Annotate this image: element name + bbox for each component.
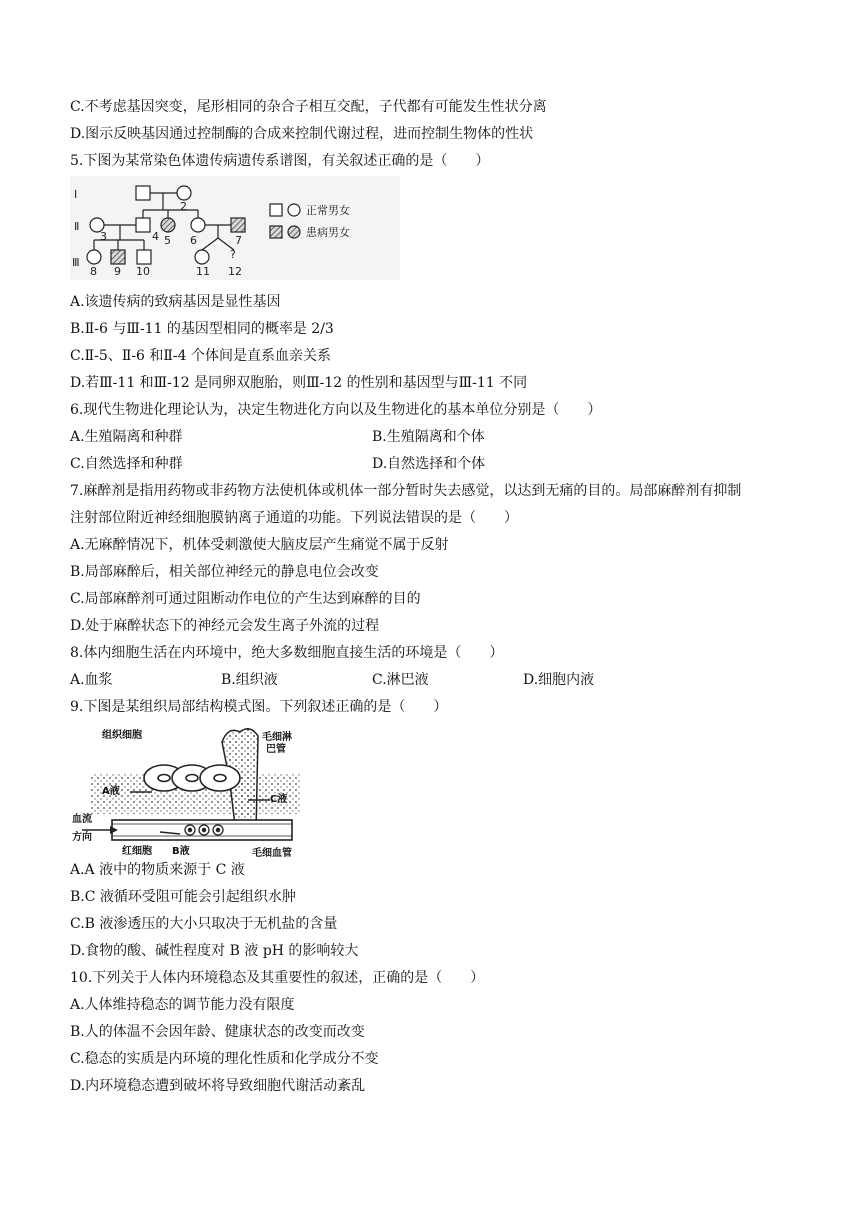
label-individual-7: 7 [235, 234, 242, 247]
a-fluid-label: A液 [102, 786, 120, 797]
q6-option-d: D.自然选择和个体 [372, 456, 486, 472]
generation-3-label: Ⅲ [72, 256, 80, 269]
q8-option-b: B.组织液 [221, 672, 278, 688]
label-individual-3b: 3 [100, 230, 107, 243]
q5-option-b: B.Ⅱ-6 与Ⅲ-11 的基因型相同的概率是 2/3 [70, 321, 334, 337]
q4-option-d: D.图示反映基因通过控制酶的合成来控制代谢过程，进而控制生物体的性状 [70, 126, 534, 142]
q8-option-d: D.细胞内液 [523, 672, 595, 688]
label-individual-2: 2 [180, 200, 187, 213]
q9-option-a: A.A 液中的物质来源于 C 液 [70, 862, 245, 878]
individual-1-normal-male [136, 186, 150, 200]
pedigree-chart [70, 176, 400, 280]
label-individual-6: 6 [190, 234, 197, 247]
individual-11-normal-female [195, 250, 209, 264]
q10-option-b: B.人的体温不会因年龄、健康状态的改变而改变 [70, 1024, 365, 1040]
label-individual-4: 4 [152, 230, 159, 243]
individual-6-normal-female [191, 218, 205, 232]
individual-8-normal-female [87, 250, 101, 264]
blood-capillary-label: 毛细血管 [252, 848, 292, 858]
q7-stem-line1: 7.麻醉剂是指用药物或非药物方法使机体或机体一部分暂时失去感觉，以达到无痛的目的。局部麻醉剂有抑制 [70, 483, 742, 499]
q8-option-c: C.淋巴液 [372, 672, 429, 688]
lymph-capillary-label-1: 毛细淋 [262, 732, 292, 743]
q6-option-a: A.生殖隔离和种群 [70, 429, 183, 445]
q7-option-b: B.局部麻醉后，相关部位神经元的静息电位会改变 [70, 564, 379, 580]
individual-9-affected-male [111, 250, 125, 264]
q8-option-a: A.血浆 [70, 672, 113, 688]
q9-option-d: D.食物的酸、碱性程度对 B 液 pH 的影响较大 [70, 943, 359, 959]
q5-option-d: D.若Ⅲ-11 和Ⅲ-12 是同卵双胞胎，则Ⅲ-12 的性别和基因型与Ⅲ-11 不同 [70, 375, 528, 391]
q10-option-c: C.稳态的实质是内环境的理化性质和化学成分不变 [70, 1051, 379, 1067]
q6-stem: 6.现代生物进化理论认为，决定生物进化方向以及生物进化的基本单位分别是（ ） [70, 402, 602, 418]
red-blood-cell-label: 红细胞 [122, 846, 152, 857]
q9-option-c: C.B 液渗透压的大小只取决于无机盐的含量 [70, 916, 338, 932]
q5-option-c: C.Ⅱ-5、Ⅱ-6 和Ⅱ-4 个体间是直系血亲关系 [70, 348, 332, 364]
generation-2-label: Ⅱ [74, 220, 80, 233]
q10-option-d: D.内环境稳态遭到破坏将导致细胞代谢活动紊乱 [70, 1078, 366, 1094]
legend-affected-female-symbol [288, 226, 300, 238]
individual-5-affected-female [161, 218, 175, 232]
q4-option-c: C.不考虑基因突变，尾形相同的杂合子相互交配，子代都有可能发生性状分离 [70, 99, 547, 115]
individual-2-normal-female [177, 186, 191, 200]
lymph-capillary-label-2: 巴管 [266, 744, 286, 755]
blood-flow-label-1: 血流 [72, 814, 92, 825]
individual-12-unknown: ? [230, 248, 236, 261]
b-fluid-label: B液 [172, 846, 190, 857]
tissue-structure-figure [72, 722, 322, 858]
label-individual-9: 9 [114, 265, 121, 278]
individual-7-affected-male [231, 218, 245, 232]
legend-normal-label: 正常男女 [306, 204, 350, 217]
q9-option-b: B.C 液循环受阻可能会引起组织水肿 [70, 889, 296, 905]
q5-option-a: A.该遗传病的致病基因是显性基因 [70, 294, 281, 310]
label-individual-12: 12 [228, 265, 242, 278]
q9-stem: 9.下图是某组织局部结构模式图。下列叙述正确的是（ ） [70, 699, 448, 715]
q5-stem: 5.下图为某常染色体遗传病遗传系谱图，有关叙述正确的是（ ） [70, 153, 490, 169]
q7-option-d: D.处于麻醉状态下的神经元会发生离子外流的过程 [70, 618, 380, 634]
c-fluid-label: C液 [270, 794, 288, 805]
blood-flow-label-2: 方向 [72, 832, 92, 843]
legend-normal-male-symbol [270, 204, 282, 216]
legend-normal-female-symbol [288, 204, 300, 216]
generation-1-label: Ⅰ [74, 188, 78, 201]
individual-10-normal-male [137, 250, 151, 264]
individual-4-normal-male [136, 218, 150, 232]
tissue-cell-label: 组织细胞 [102, 730, 142, 741]
q7-option-a: A.无麻醉情况下，机体受刺激使大脑皮层产生痛觉不属于反射 [70, 537, 449, 553]
legend-affected-label: 患病男女 [306, 226, 350, 239]
q7-stem-line2: 注射部位附近神经细胞膜钠离子通道的功能。下列说法错误的是（ ） [70, 510, 518, 526]
label-individual-11: 11 [196, 265, 210, 278]
q8-stem: 8.体内细胞生活在内环境中，绝大多数细胞直接生活的环境是（ ） [70, 645, 504, 661]
legend-affected-male-symbol [270, 226, 282, 238]
label-individual-5: 5 [164, 234, 171, 247]
q10-stem: 10.下列关于人体内环境稳态及其重要性的叙述，正确的是（ ） [70, 970, 485, 986]
q10-option-a: A.人体维持稳态的调节能力没有限度 [70, 997, 295, 1013]
label-individual-8: 8 [90, 265, 97, 278]
q6-option-c: C.自然选择和种群 [70, 456, 183, 472]
label-individual-10: 10 [136, 265, 150, 278]
q7-option-c: C.局部麻醉剂可通过阻断动作电位的产生达到麻醉的目的 [70, 591, 421, 607]
q6-option-b: B.生殖隔离和个体 [372, 429, 485, 445]
